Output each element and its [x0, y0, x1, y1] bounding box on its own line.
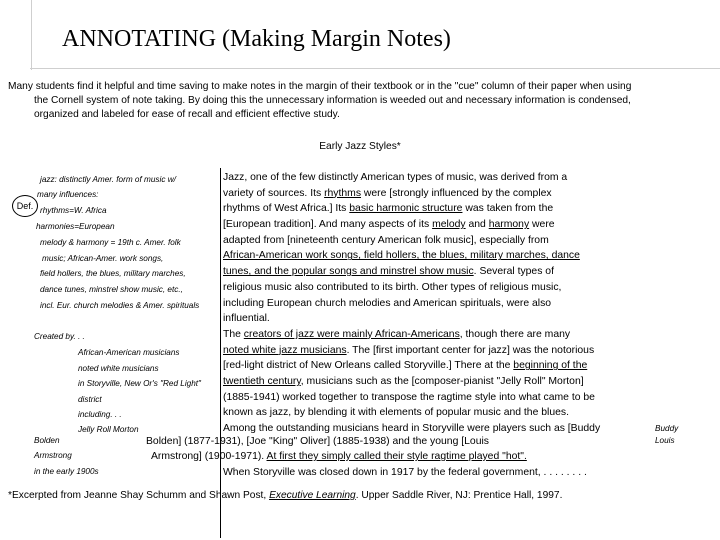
margin-note: jazz: distinctly Amer. form of music w/ [40, 175, 176, 184]
text-line: African-American work songs, field hollers, the blues, military marches, dance [223, 250, 580, 262]
margin-note: including. . . [78, 410, 122, 419]
margin-note: in the early 1900s [34, 467, 99, 476]
book-title: Executive Learning [269, 490, 356, 501]
text-line: adapted from [nineteenth century American folk music], especially from [223, 234, 549, 246]
text-line: Bolden] (1877-1931), [Joe "King" Oliver] (1885-1938) and the young [Louis [146, 436, 489, 447]
margin-note: district [78, 395, 102, 404]
text-line: When Storyville was closed down in 1917 by the federal government, . . . . . . . . [223, 467, 587, 478]
text-line: including European church melodies and American spirituals, were also [223, 297, 552, 309]
header-left-rule [31, 0, 32, 70]
intro-line-2: the Cornell system of note taking. By doing this the unnecessary information is weeded out and necessary information is condensed, [34, 95, 631, 106]
margin-note: music; African-Amer. work songs, [42, 254, 164, 263]
margin-note: in Storyville, New Or's "Red Light" [78, 379, 201, 388]
text-line: religious music also contributed to its birth. Other types of religious music, [223, 281, 562, 293]
text-line: tunes, and the popular songs and minstrel show music. Several types of [223, 266, 554, 278]
text-line: influential. [223, 313, 270, 325]
text-line: Among the outstanding musicians heard in Storyville were players such as [Buddy [223, 423, 601, 434]
margin-note: many influences: [37, 190, 99, 199]
margin-note: rhythms=W. Africa [40, 206, 107, 215]
footnote: *Excerpted from Jeanne Shay Schumm and Shawn Post, Executive Learning. Upper Saddle River, NJ: Prentice Hall, 1997. [8, 490, 563, 501]
margin-note: incl. Eur. church melodies & Amer. spirituals [40, 301, 200, 310]
text-line: [European tradition]. And many aspects of its melody and harmony were [223, 219, 555, 231]
intro-line-3: organized and labeled for ease of recall and efficient effective study. [34, 109, 340, 120]
right-margin-note: Buddy [655, 424, 679, 433]
right-margin-note: Louis [655, 436, 675, 445]
text-line: Armstrong] (1900-1971). At first they simply called their style ragtime played "hot". [151, 451, 527, 462]
margin-note: African-American musicians [78, 348, 180, 357]
section-subtitle: Early Jazz Styles* [319, 141, 401, 152]
text-line: twentieth century, musicians such as the [composer-pianist "Jelly Roll" Morton] [223, 375, 584, 387]
margin-note: Jelly Roll Morton [78, 425, 139, 434]
margin-note: harmonies=European [36, 222, 115, 231]
intro-paragraph [8, 80, 714, 122]
margin-note: noted white musicians [78, 364, 159, 373]
margin-note: field hollers, the blues, military marches, [40, 269, 186, 278]
text-line: known as jazz, by blending it with elements of popular music and the blues. [223, 407, 569, 419]
text-line: variety of sources. Its rhythms were [strongly influenced by the complex [223, 187, 552, 199]
text-line: [red-light district of New Orleans called Storyville.] There at the beginning of the [223, 360, 588, 372]
page-title: ANNOTATING (Making Margin Notes) [62, 26, 451, 52]
text-line: noted white jazz musicians. The [first important center for jazz] was the notorious [223, 344, 595, 356]
definition-marker: Def. [12, 195, 38, 217]
margin-note: melody & harmony = 19th c. Amer. folk [40, 238, 181, 247]
header-rule [30, 68, 720, 69]
margin-divider [220, 168, 221, 538]
margin-note: dance tunes, minstrel show music, etc., [40, 285, 183, 294]
text-line: Jazz, one of the few distinctly American types of music, was derived from a [223, 172, 568, 183]
margin-note: Created by. . . [34, 332, 85, 341]
body-text [223, 170, 653, 437]
margin-note: Armstrong [34, 451, 72, 460]
margin-note: Bolden [34, 436, 60, 445]
text-line: The creators of jazz were mainly African-Americans, though there are many [223, 328, 571, 340]
intro-line-1: Many students find it helpful and time saving to make notes in the margin of their textbook or in the "cue" column of their paper when using [8, 81, 632, 92]
text-line: (1885-1941) worked together to transpose the ragtime style into what came to be [223, 391, 595, 403]
text-line: rhythms of West Africa.] Its basic harmonic structure was taken from the [223, 203, 554, 215]
